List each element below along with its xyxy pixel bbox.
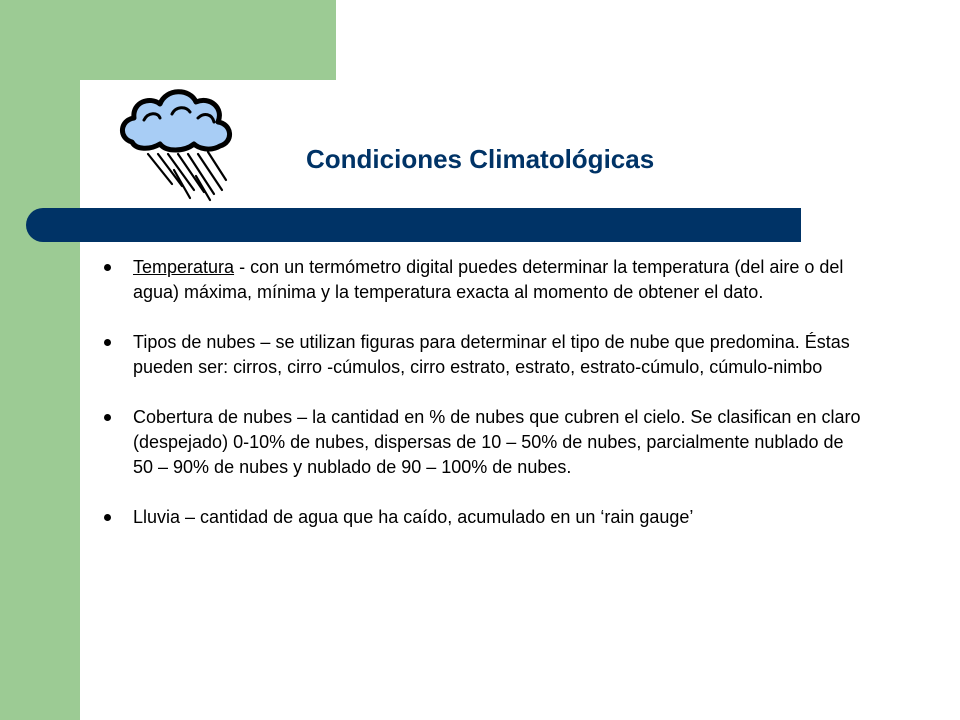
left-green-band bbox=[0, 0, 80, 720]
separator: – bbox=[255, 332, 276, 352]
rain-cloud-icon bbox=[114, 80, 239, 205]
top-green-block bbox=[80, 0, 336, 80]
list-item bbox=[104, 255, 864, 305]
term-label: Tipos de nubes bbox=[133, 332, 256, 352]
item-text: la cantidad en % de nubes que cubren el cielo. Se clasifican en claro (despejado) 0-10% de nubes, dispersas de 10 – 50% de nubes, parcialmente nublado de 50 – 90% de nubes y nublado de 90 – 100% de nubes. bbox=[133, 407, 861, 477]
term-label: Cobertura de nubes bbox=[133, 407, 293, 427]
bullet-icon bbox=[104, 264, 111, 271]
item-text: cantidad de agua que ha caído, acumulado en un ‘rain gauge’ bbox=[200, 507, 694, 527]
title-divider-bar bbox=[26, 208, 801, 242]
bullet-icon bbox=[104, 339, 111, 346]
item-text: se utilizan figuras para determinar el tipo de nube que predomina. Éstas pueden ser: cirros, cirro -cúmulos, cirro estrato, estrato, estrato-cúmulo, cúmulo-nimbo bbox=[133, 332, 850, 377]
list-item bbox=[104, 330, 864, 380]
term-label: Lluvia bbox=[133, 507, 181, 527]
separator: – bbox=[180, 507, 201, 527]
item-text: con un termómetro digital puedes determinar la temperatura (del aire o del agua) máxima, mínima y la temperatura exacta al momento de obtener el dato. bbox=[133, 257, 844, 302]
bullet-icon bbox=[104, 414, 111, 421]
separator: – bbox=[292, 407, 313, 427]
bullet-list bbox=[104, 255, 864, 530]
list-item bbox=[104, 505, 864, 530]
term-link[interactable]: Temperatura bbox=[133, 257, 235, 277]
list-item bbox=[104, 405, 864, 480]
slide-title: Condiciones Climatológicas bbox=[306, 144, 655, 174]
bullet-icon bbox=[104, 514, 111, 521]
separator: - bbox=[234, 257, 251, 277]
